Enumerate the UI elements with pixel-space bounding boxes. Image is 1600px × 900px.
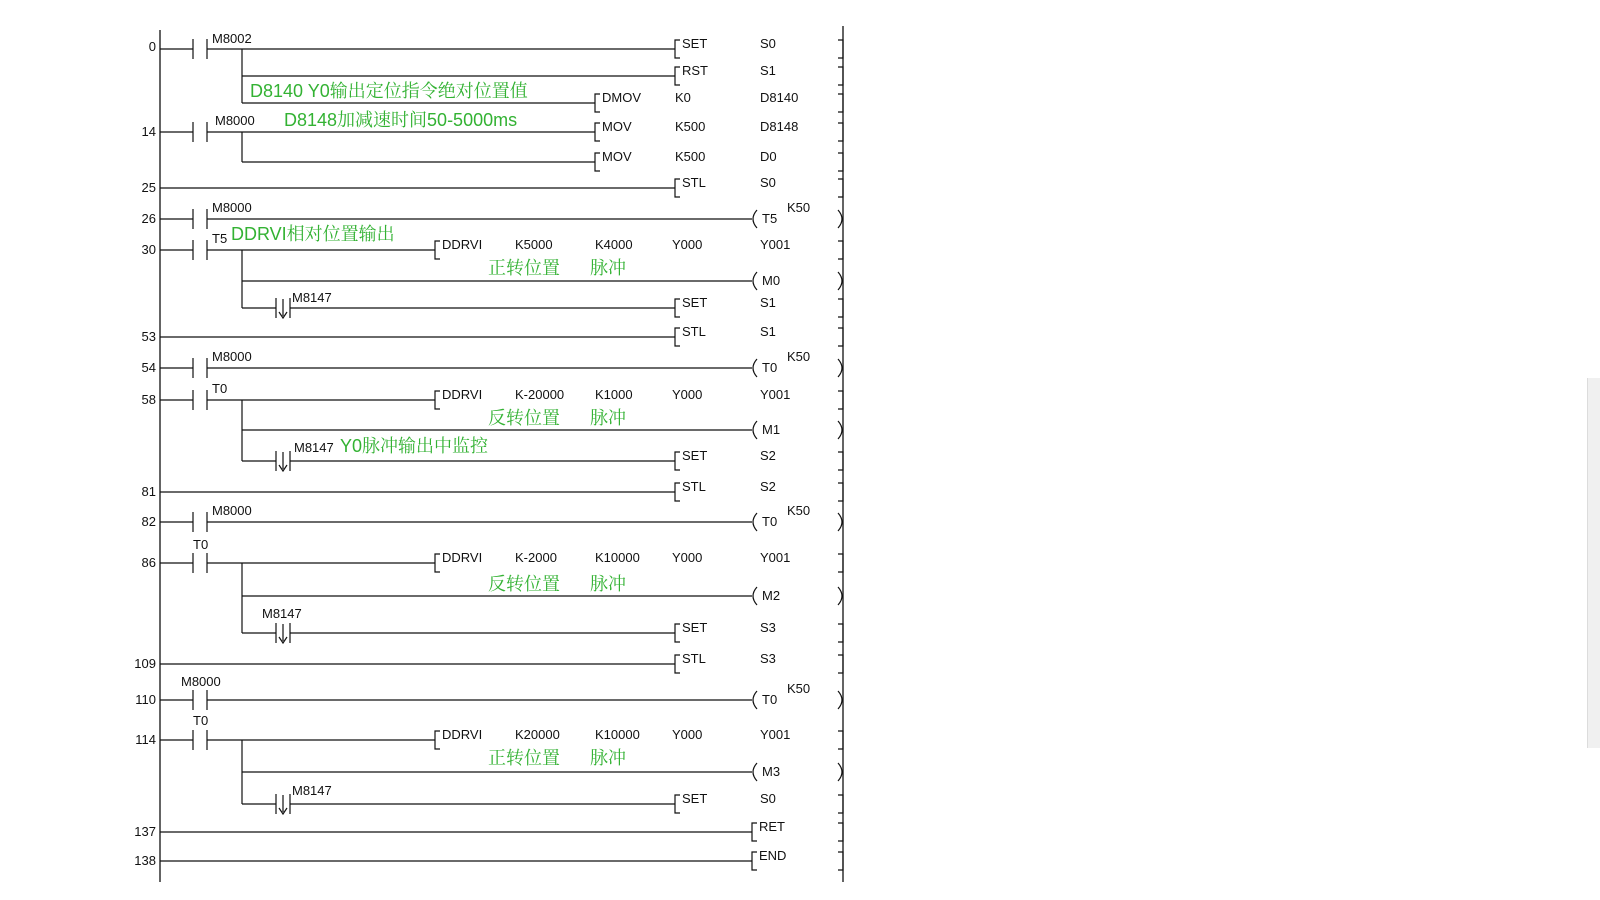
step-number: 81 <box>141 484 156 499</box>
normally-open-contact <box>193 512 207 532</box>
instruction-operand: Y001 <box>760 237 791 252</box>
green-comment: Y0脉冲输出中监控 <box>340 436 489 456</box>
output-coil <box>753 421 842 439</box>
instruction-mnemonic: SET <box>682 620 708 635</box>
coil-right-arc <box>838 359 842 377</box>
instruction-operand: K0 <box>675 90 691 105</box>
green-comment: 正转位置 <box>488 748 560 768</box>
green-comment: 脉冲 <box>590 748 626 768</box>
green-comment: D8140 Y0输出定位指令绝对位置值 <box>250 81 528 101</box>
normally-open-contact <box>193 240 207 260</box>
coil-right-arc <box>838 421 842 439</box>
step-number: 86 <box>141 555 156 570</box>
instruction-operand: Y000 <box>672 237 703 252</box>
instruction-mnemonic: SET <box>682 36 708 51</box>
normally-open-contact <box>193 39 207 59</box>
instruction-bracket-left <box>435 241 440 259</box>
contact-label: T0 <box>193 537 209 552</box>
instructions <box>435 36 843 870</box>
instruction-set <box>675 448 843 470</box>
output-coil <box>753 587 842 605</box>
instruction-bracket-left <box>675 328 680 346</box>
instruction-operand: Y000 <box>672 387 703 402</box>
instruction-ddrvi <box>435 727 843 749</box>
green-comment: 反转位置 <box>488 408 560 428</box>
instruction-bracket-right <box>838 153 843 171</box>
instruction-mnemonic: DDRVI <box>442 727 483 742</box>
normally-open-contact <box>193 730 207 750</box>
coil-device: T0 <box>762 692 778 707</box>
output-coil <box>753 349 842 377</box>
instruction-bracket-right <box>838 823 843 841</box>
green-comment: 脉冲 <box>590 258 626 278</box>
falling-edge-contact <box>276 451 290 471</box>
output-coil <box>753 272 842 290</box>
instruction-bracket-right <box>838 179 843 197</box>
instruction-operand: K20000 <box>515 727 560 742</box>
instruction-operand: Y000 <box>672 727 703 742</box>
output-coil <box>753 681 842 709</box>
instruction-mnemonic: STL <box>682 651 706 666</box>
step-number: 54 <box>141 360 156 375</box>
instruction-bracket-left <box>595 123 600 141</box>
instruction-bracket-left <box>752 852 757 870</box>
contact-label: M8147 <box>292 783 332 798</box>
instruction-operand: K5000 <box>515 237 553 252</box>
instruction-bracket-right <box>838 391 843 409</box>
step-number: 14 <box>141 124 156 139</box>
instruction-bracket-left <box>435 391 440 409</box>
instruction-mov <box>595 119 843 141</box>
instruction-stl <box>675 479 843 501</box>
coil-device: T0 <box>762 360 778 375</box>
step-number: 82 <box>141 514 156 529</box>
normally-open-contact <box>193 390 207 410</box>
instruction-mnemonic: DMOV <box>602 90 641 105</box>
instruction-operand: K-20000 <box>515 387 565 402</box>
instruction-operand: K500 <box>675 119 706 134</box>
step-number: 0 <box>148 39 156 54</box>
contact-label: T5 <box>212 231 228 246</box>
instruction-operand: Y001 <box>760 387 791 402</box>
instruction-mnemonic: MOV <box>602 149 632 164</box>
instruction-operand: S0 <box>760 36 776 51</box>
instruction-mnemonic: STL <box>682 324 706 339</box>
instruction-operand: S1 <box>760 63 776 78</box>
instruction-mnemonic: STL <box>682 175 706 190</box>
instruction-mnemonic: RET <box>759 819 785 834</box>
instruction-bracket-right <box>838 40 843 58</box>
instruction-bracket-right <box>838 123 843 141</box>
contact-label: M8147 <box>292 290 332 305</box>
coil-setting: K50 <box>787 349 811 364</box>
instruction-dmov <box>595 90 843 112</box>
instruction-operand: S0 <box>760 791 776 806</box>
instruction-bracket-left <box>675 40 680 58</box>
instruction-bracket-right <box>838 624 843 642</box>
instruction-mnemonic: MOV <box>602 119 632 134</box>
instruction-mnemonic: DDRVI <box>442 387 483 402</box>
coil-device: T5 <box>762 211 778 226</box>
coil-device: M2 <box>762 588 781 603</box>
instruction-mnemonic: SET <box>682 295 708 310</box>
contact-label: M8147 <box>294 440 334 455</box>
green-comment: 脉冲 <box>590 574 626 594</box>
instruction-bracket-right <box>838 731 843 749</box>
coil-device: M3 <box>762 764 781 779</box>
green-comment: 脉冲 <box>590 408 626 428</box>
green-comment: 反转位置 <box>488 574 560 594</box>
normally-open-contact <box>193 553 207 573</box>
instruction-bracket-right <box>838 483 843 501</box>
normally-open-contact <box>193 209 207 229</box>
output-coil <box>753 200 842 228</box>
instruction-operand: D8140 <box>760 90 799 105</box>
comments <box>231 81 626 768</box>
instruction-mnemonic: SET <box>682 448 708 463</box>
step-number: 58 <box>141 392 156 407</box>
contact-label: M8000 <box>212 200 252 215</box>
instruction-mnemonic: STL <box>682 479 706 494</box>
instruction-bracket-right <box>838 328 843 346</box>
contact-label: M8000 <box>212 503 252 518</box>
step-number: 137 <box>134 824 156 839</box>
instruction-mnemonic: SET <box>682 791 708 806</box>
coil-right-arc <box>838 691 842 709</box>
coil-right-arc <box>838 210 842 228</box>
instruction-bracket-left <box>675 179 680 197</box>
instruction-mov <box>595 149 843 171</box>
instruction-operand: Y001 <box>760 550 791 565</box>
instruction-mnemonic: DDRVI <box>442 237 483 252</box>
instruction-operand: K-2000 <box>515 550 557 565</box>
normally-open-contact <box>193 690 207 710</box>
instruction-operand: Y000 <box>672 550 703 565</box>
step-numbers <box>134 39 156 868</box>
instruction-bracket-right <box>838 94 843 112</box>
instruction-bracket-right <box>838 795 843 813</box>
instruction-bracket-right <box>838 241 843 259</box>
instruction-bracket-left <box>595 94 600 112</box>
contact-label: M8147 <box>262 606 302 621</box>
green-comment: 正转位置 <box>488 258 560 278</box>
step-number: 110 <box>135 692 156 707</box>
coil-device: M1 <box>762 422 781 437</box>
coil-left-arc <box>753 421 757 439</box>
instruction-stl <box>675 324 843 346</box>
instruction-end <box>752 848 843 870</box>
coil-right-arc <box>838 513 842 531</box>
coil-left-arc <box>753 587 757 605</box>
instruction-stl <box>675 651 843 673</box>
output-coil <box>753 763 842 781</box>
contacts <box>181 31 334 814</box>
contact-label: M8000 <box>212 349 252 364</box>
step-number: 109 <box>134 656 156 671</box>
instruction-ddrvi <box>435 387 843 409</box>
coil-left-arc <box>753 691 757 709</box>
step-number: 114 <box>135 732 156 747</box>
instruction-bracket-left <box>675 795 680 813</box>
step-number: 25 <box>141 180 156 195</box>
falling-edge-contact <box>276 623 290 643</box>
instruction-bracket-left <box>675 655 680 673</box>
coil-setting: K50 <box>787 681 811 696</box>
normally-open-contact <box>193 122 207 142</box>
instruction-operand: D0 <box>760 149 777 164</box>
instruction-stl <box>675 175 843 197</box>
coil-right-arc <box>838 587 842 605</box>
instruction-set <box>675 620 843 642</box>
instruction-operand: K10000 <box>595 727 640 742</box>
coil-left-arc <box>753 272 757 290</box>
falling-edge-contact <box>276 794 290 814</box>
instruction-bracket-left <box>435 554 440 572</box>
instruction-bracket-right <box>838 554 843 572</box>
instruction-bracket-left <box>675 452 680 470</box>
coil-setting: K50 <box>787 503 811 518</box>
step-number: 138 <box>134 853 156 868</box>
contact-label: M8000 <box>181 674 221 689</box>
coil-right-arc <box>838 272 842 290</box>
instruction-bracket-left <box>675 483 680 501</box>
scrollbar-thumb[interactable] <box>1587 378 1600 748</box>
instruction-set <box>675 295 843 317</box>
instruction-operand: Y001 <box>760 727 791 742</box>
instruction-bracket-right <box>838 852 843 870</box>
instruction-rst <box>675 63 843 85</box>
step-number: 30 <box>141 242 156 257</box>
step-number: 26 <box>141 211 156 226</box>
normally-open-contact <box>193 358 207 378</box>
instruction-bracket-right <box>838 299 843 317</box>
output-coil <box>753 503 842 531</box>
contact-label: M8000 <box>215 113 255 128</box>
instruction-bracket-left <box>595 153 600 171</box>
coil-left-arc <box>753 763 757 781</box>
coil-right-arc <box>838 763 842 781</box>
instruction-ddrvi <box>435 550 843 572</box>
instruction-bracket-right <box>838 67 843 85</box>
coil-device: M0 <box>762 273 781 288</box>
instruction-operand: S1 <box>760 295 776 310</box>
vertical-scrollbar[interactable] <box>1578 0 1600 900</box>
instruction-operand: S0 <box>760 175 776 190</box>
coil-left-arc <box>753 210 757 228</box>
coil-device: T0 <box>762 514 778 529</box>
instruction-operand: K4000 <box>595 237 633 252</box>
falling-edge-contact <box>276 298 290 318</box>
contact-label: T0 <box>212 381 228 396</box>
instruction-operand: S2 <box>760 448 776 463</box>
instruction-operand: S1 <box>760 324 776 339</box>
coil-left-arc <box>753 513 757 531</box>
instruction-set <box>675 791 843 813</box>
instruction-operand: K500 <box>675 149 706 164</box>
contact-label: T0 <box>193 713 209 728</box>
instruction-bracket-left <box>675 299 680 317</box>
instruction-bracket-left <box>752 823 757 841</box>
step-number: 53 <box>141 329 156 344</box>
instruction-operand: K1000 <box>595 387 633 402</box>
instruction-ret <box>752 819 843 841</box>
instruction-operand: D8148 <box>760 119 799 134</box>
instruction-mnemonic: DDRVI <box>442 550 483 565</box>
instruction-operand: S3 <box>760 651 776 666</box>
instruction-operand: S3 <box>760 620 776 635</box>
instruction-bracket-left <box>675 624 680 642</box>
instruction-bracket-left <box>675 67 680 85</box>
instruction-bracket-right <box>838 655 843 673</box>
instruction-bracket-right <box>838 452 843 470</box>
instruction-operand: S2 <box>760 479 776 494</box>
instruction-operand: K10000 <box>595 550 640 565</box>
instruction-ddrvi <box>435 237 843 259</box>
instruction-mnemonic: RST <box>682 63 708 78</box>
instruction-bracket-left <box>435 731 440 749</box>
green-comment: D8148加减速时间50-5000ms <box>284 110 518 130</box>
coil-setting: K50 <box>787 200 811 215</box>
contact-label: M8002 <box>212 31 252 46</box>
instruction-mnemonic: END <box>759 848 787 863</box>
coil-left-arc <box>753 359 757 377</box>
instruction-set <box>675 36 843 58</box>
green-comment: DDRVI相对位置输出 <box>231 224 395 244</box>
